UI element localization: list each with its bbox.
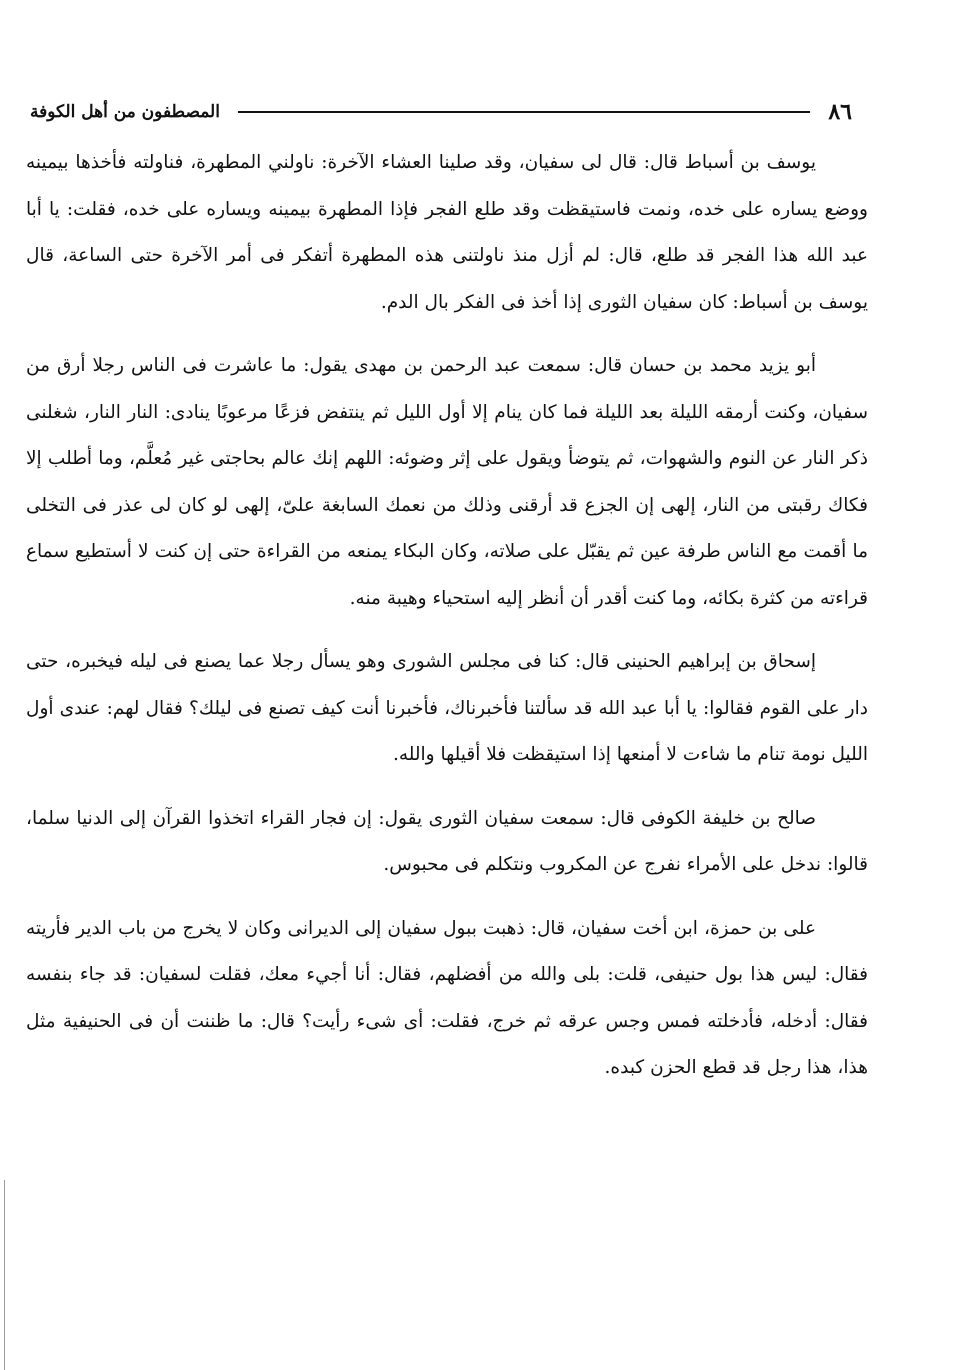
paragraph: يوسف بن أسباط قال: قال لى سفيان، وقد صلينا العشاء الآخرة: ناولني المطهرة، فناولته فأخذها بيمينه ووضع يساره على خده، ونمت فاستيقظت وقد طلع الفجر فإذا المطهرة بيمينه ويساره على خده، فقلت: يا أبا عبد الله هذا الفجر قد طلع، قال: لم أزل منذ ناولتنى هذه المطهرة أتفكر فى أمر الآخرة حتى الساعة، قال يوسف بن أسباط: كان سفيان الثورى إذا أخذ فى الفكر بال الدم. bbox=[26, 152, 868, 313]
page-header bbox=[30, 92, 852, 132]
paragraph: إسحاق بن إبراهيم الحنينى قال: كنا فى مجلس الشورى وهو يسأل رجلا عما يصنع فى ليله فيخبره، حتى دار على القوم فقالوا: يا أبا عبد الله قد سألتنا فأخبرناك، فأخبرنا أنت كيف تصنع فى ليلك؟ فقال لهم: عندى أول الليل نومة تنام ما شاءت لا أمنعها إذا استيقظت فلا أقيلها والله. bbox=[26, 651, 868, 765]
header-rule bbox=[238, 111, 810, 113]
running-title: المصطفون من أهل الكوفة bbox=[30, 102, 220, 122]
scan-edge-mark bbox=[4, 1180, 5, 1370]
page-body bbox=[26, 140, 868, 1092]
paragraph: أبو يزيد محمد بن حسان قال: سمعت عبد الرحمن بن مهدى يقول: ما عاشرت فى الناس رجلا أرق من سفيان، وكنت أرمقه الليلة بعد الليلة فما كان ينام إلا أول الليل ثم ينتفض فزعًا مرعوبًا ينادى: النار النار، شغلنى ذكر النار عن النوم والشهوات، ثم يتوضأ ويقول على إثر وضوئه: اللهم إنك عالم بحاجتى غير مُعلَّم، وما أطلب إلا فكاك رقبتى من النار، إلهى إن الجزع قد أرقنى وذلك من نعمك السابغة علىّ، إلهى لو كان لى عذر فى التخلى ما أقمت مع الناس طرفة عين ثم يقبّل على صلاته، وكان البكاء يمنعه من القراءة حتى إن كنت لا أستطيع سماع قراءته من كثرة بكائه، وما كنت أقدر أن أنظر إليه استحياء وهيبة منه. bbox=[26, 355, 868, 609]
paragraph: صالح بن خليفة الكوفى قال: سمعت سفيان الثورى يقول: إن فجار القراء اتخذوا القرآن إلى الدنيا سلما، قالوا: ندخل على الأمراء نفرج عن المكروب ونتكلم فى محبوس. bbox=[26, 807, 868, 875]
paragraph: على بن حمزة، ابن أخت سفيان، قال: ذهبت ببول سفيان إلى الديرانى وكان لا يخرج من باب الدير فأريته فقال: ليس هذا بول حنيفى، قلت: بلى والله من أفضلهم، فقال: أنا أجيء معك، فقلت لسفيان: قد جاء بنفسه فقال: أدخله، فأدخلته فمس وجس عرقه ثم خرج، فقلت: أى شىء رأيت؟ قال: ما ظننت أن فى الحنيفية مثل هذا، هذا رجل قد قطع الحزن كبده. bbox=[26, 917, 868, 1078]
page-number: ٨٦ bbox=[828, 99, 852, 125]
